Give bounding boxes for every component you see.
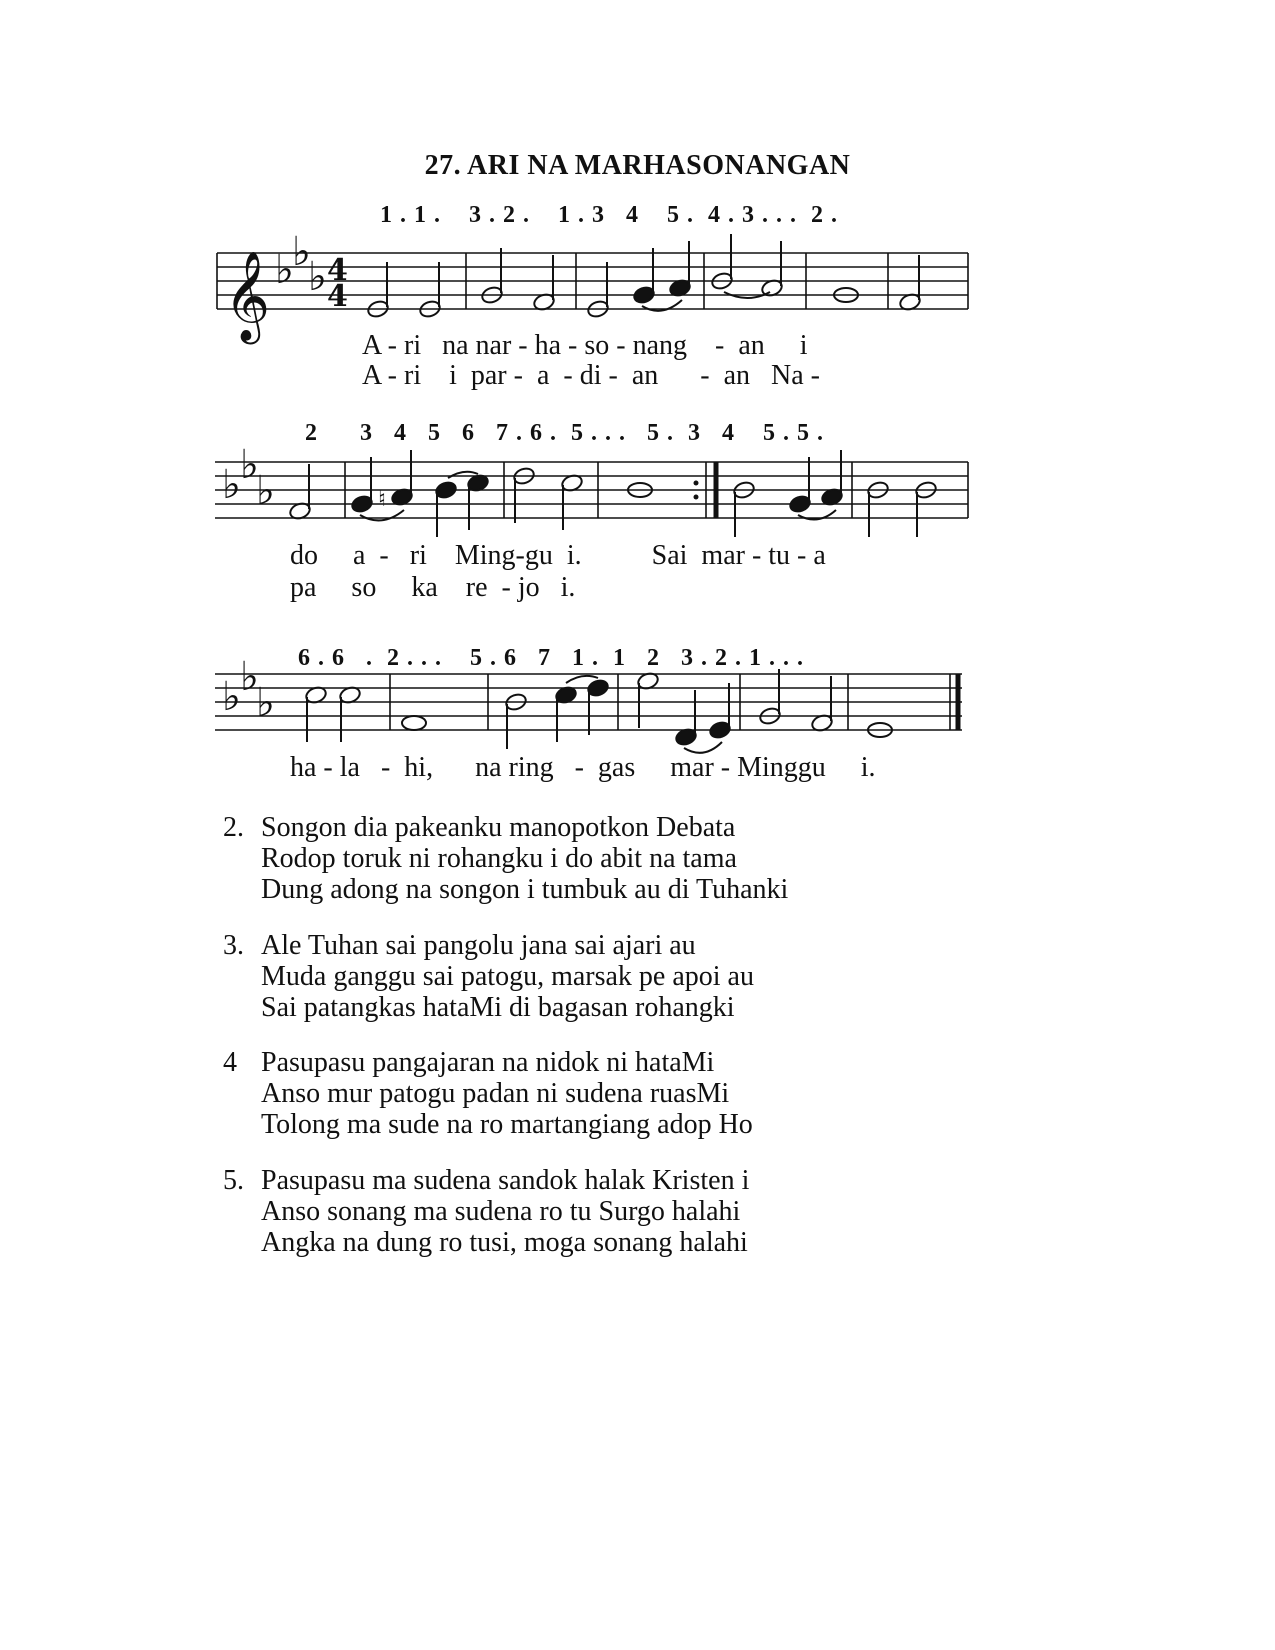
- verse-line: Pasupasu pangajaran na nidok ni hataMi: [261, 1047, 715, 1078]
- flat-sign-icon: ♭: [222, 462, 241, 508]
- flat-sign-icon: ♭: [256, 468, 275, 514]
- verse-line: Tolong ma sude na ro martangiang adop Ho: [261, 1109, 753, 1140]
- repeat-dot: [694, 481, 699, 486]
- verse-line: Rodop toruk ni rohangku i do abit na tama: [261, 843, 737, 874]
- verse-number: 2.: [223, 812, 244, 843]
- number-notation-line-3: 6 . 6 . 2 . . . 5 . 6 7 1 . 1 2 3 . 2 . 1 . . .: [298, 645, 804, 671]
- verse-line: Sai patangkas hataMi di bagasan rohangki: [261, 992, 735, 1023]
- notes-system-2: [288, 450, 938, 537]
- repeat-dot: [694, 495, 699, 500]
- verse-line: Anso mur patogu padan ni sudena ruasMi: [261, 1078, 730, 1109]
- flat-sign-icon: ♭: [275, 247, 294, 293]
- number-notation-line-1: 1 . 1 . 3 . 2 . 1 . 3 4 5 . 4 . 3 . . . 2 .: [380, 202, 838, 228]
- natural-sign-icon: ♮: [378, 487, 386, 512]
- verse-line: Anso sonang ma sudena ro tu Surgo halahi: [261, 1196, 741, 1227]
- verse-number: 5.: [223, 1165, 244, 1196]
- time-signature-bottom: 4: [327, 279, 348, 314]
- lyrics-system-1-verse-2: A - ri i par - a - di - an - an Na -: [362, 360, 820, 391]
- verse-line: Muda ganggu sai patogu, marsak pe apoi au: [261, 961, 754, 992]
- verse-number: 3.: [223, 930, 244, 961]
- verse-4: [223, 1047, 753, 1140]
- flat-sign-icon: ♭: [292, 229, 311, 275]
- number-notation-line-2: 2 3 4 5 6 7 . 6 . 5 . . . 5 . 3 4 5 . 5 .: [305, 420, 824, 446]
- staff-lines-system-2: [215, 462, 968, 518]
- song-title: 27. ARI NA MARHASONANGAN: [424, 150, 851, 181]
- lyrics-system-2-verse-1: do a - ri Ming-gu i. Sai mar - tu - a: [290, 540, 826, 571]
- lyrics-system-2-verse-2: pa so ka re - jo i.: [290, 572, 576, 603]
- lyrics-system-1-verse-1: A - ri na nar - ha - so - nang - an i: [362, 330, 808, 361]
- lyrics-system-3-verse-1: ha - la - hi, na ring - gas mar - Minggu i.: [290, 752, 876, 783]
- verse-line: Pasupasu ma sudena sandok halak Kristen i: [261, 1165, 750, 1196]
- verse-line: Ale Tuhan sai pangolu jana sai ajari au: [261, 930, 696, 961]
- verse-line: Dung adong na songon i tumbuk au di Tuhanki: [261, 874, 789, 905]
- flat-sign-icon: ♭: [256, 680, 275, 726]
- notes-system-1: [366, 234, 922, 319]
- flat-sign-icon: ♭: [240, 442, 259, 488]
- notes-system-3: [304, 669, 892, 753]
- verse-line: Angka na dung ro tusi, moga sonang halahi: [261, 1227, 748, 1258]
- verse-number: 4: [223, 1047, 237, 1078]
- flat-sign-icon: ♭: [222, 674, 241, 720]
- flat-sign-icon: ♭: [308, 254, 327, 300]
- verse-line: Songon dia pakeanku manopotkon Debata: [261, 812, 736, 843]
- verse-5: [223, 1165, 749, 1258]
- treble-clef-icon: 𝄞: [224, 251, 271, 341]
- verse-3: [223, 930, 754, 1023]
- verse-2: [223, 812, 788, 905]
- time-signature-top: 4: [327, 253, 348, 288]
- flat-sign-icon: ♭: [240, 654, 259, 700]
- music-staff: [0, 0, 1275, 820]
